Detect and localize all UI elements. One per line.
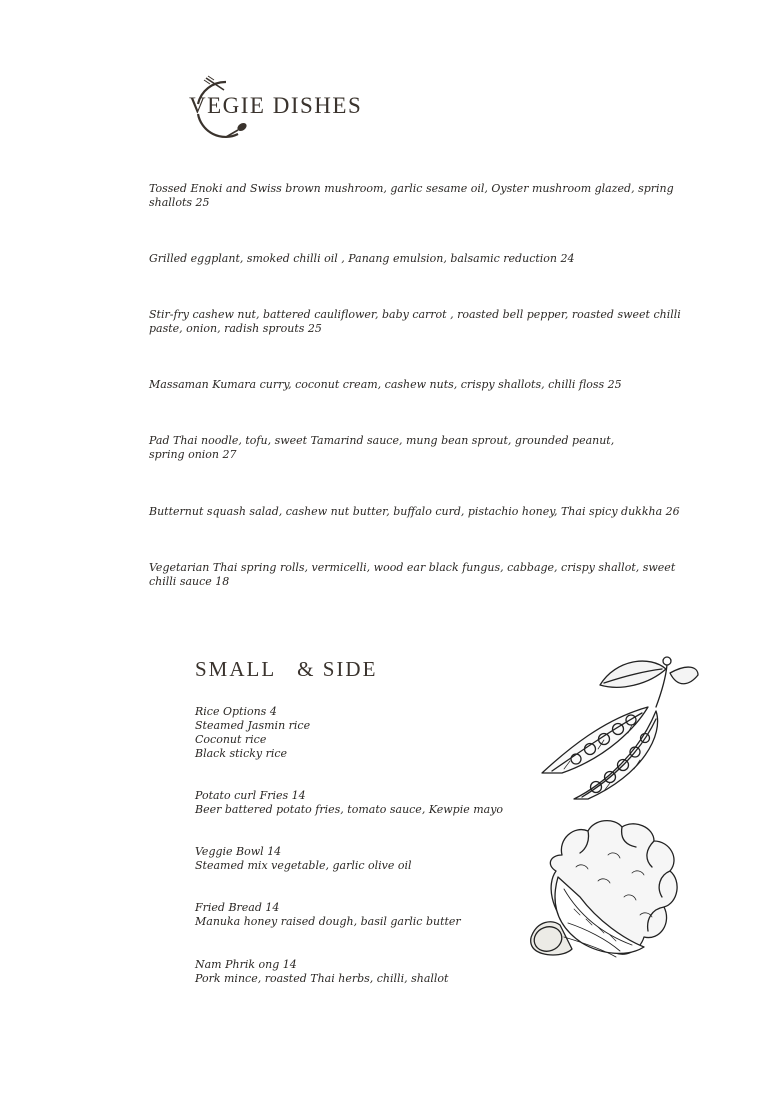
side-item-name: Nam Phrik ong 14: [195, 958, 297, 971]
dish-item: Stir-fry cashew nut, battered cauliflower, baby carrot , roasted bell pepper, roasted sweet chilli paste, onion, radish sprouts 25: [149, 308, 681, 335]
dish-item: Massaman Kumara curry, coconut cream, cashew nuts, crispy shallots, chilli floss 25: [149, 378, 622, 391]
side-item-name: Veggie Bowl 14: [195, 845, 282, 858]
side-item-line: Pork mince, roasted Thai herbs, chilli, shallot: [195, 972, 449, 985]
side-item-name: Potato curl Fries 14: [195, 789, 306, 802]
dish-item: Tossed Enoki and Swiss brown mushroom, garlic sesame oil, Oyster mushroom glazed, spring shallots 25: [149, 182, 674, 209]
side-item-line: Beer battered potato fries, tomato sauce, Kewpie mayo: [195, 803, 504, 816]
side-item-line: Black sticky rice: [195, 747, 288, 760]
dish-item: Grilled eggplant, smoked chilli oil , Panang emulsion, balsamic reduction 24: [149, 252, 575, 265]
side-item-name: Fried Bread 14: [195, 901, 280, 914]
page-title: VEGIE DISHES: [189, 93, 363, 118]
side-item: [195, 901, 525, 929]
pea-pod-illustration: [538, 645, 703, 805]
section-title-small-side: SMALL & SIDE: [195, 657, 378, 681]
menu-logo: [186, 74, 426, 140]
dish-item-continued: spring onion 27: [149, 448, 237, 461]
cauliflower-illustration: [528, 815, 688, 967]
side-item-line: Coconut rice: [195, 733, 267, 746]
side-item-line: Steamed mix vegetable, garlic olive oil: [195, 859, 412, 872]
side-item: [195, 789, 525, 817]
dish-item: Vegetarian Thai spring rolls, vermicelli, wood ear black fungus, cabbage, crispy shallot, sweet chilli sauce 18: [149, 561, 676, 588]
dish-item: Butternut squash salad, cashew nut butter, buffalo curd, pistachio honey, Thai spicy dukkha 26: [149, 505, 680, 518]
side-item-line: Steamed Jasmin rice: [195, 719, 311, 732]
side-item: [195, 845, 525, 873]
side-item: [195, 958, 525, 986]
side-item-name: Rice Options 4: [195, 705, 277, 718]
side-item: [195, 705, 525, 761]
dish-item: Pad Thai noodle, tofu, sweet Tamarind sauce, mung bean sprout, grounded peanut,: [149, 434, 615, 447]
side-item-line: Manuka honey raised dough, basil garlic butter: [195, 915, 461, 928]
